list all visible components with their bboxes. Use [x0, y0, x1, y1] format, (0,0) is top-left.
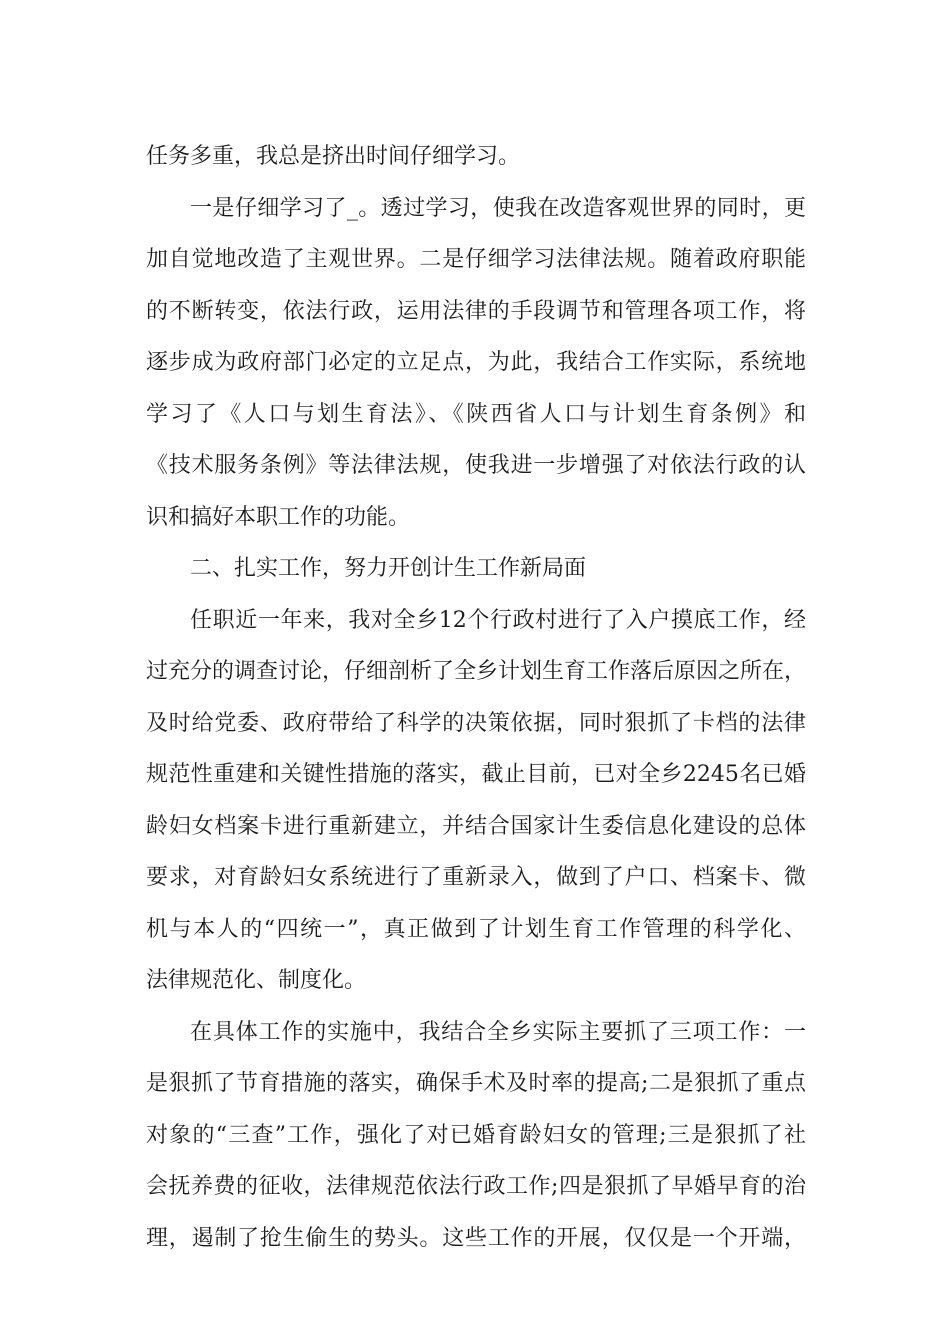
document-body	[146, 131, 806, 1264]
paragraph-line: 及时给党委、政府带给了科学的决策依据，同时狠抓了卡档的法律	[146, 710, 806, 736]
paragraph-line: 任职近一年来，我对全乡12个行政村进行了入户摸底工作，经	[190, 607, 806, 633]
paragraph-line: 逐步成为政府部门必定的立足点，为此，我结合工作实际，系统地	[146, 350, 806, 375]
paragraph-line: 加自觉地改造了主观世界。二是仔细学习法律法规。随着政府职能	[146, 247, 806, 272]
paragraph-line: 法律规范化、制度化。	[146, 968, 367, 993]
paragraph-line: 过充分的调查讨论，仔细剖析了全乡计划生育工作落后原因之所在，	[146, 659, 807, 684]
paragraph-line: 的不断转变，依法行政，运用法律的手段调节和管理各项工作，将	[146, 298, 806, 324]
paragraph-line: 学习了《人口与划生育法》、《陕西省人口与计划生育条例》和	[146, 401, 806, 427]
paragraph-line: 《技术服务条例》等法律法规，使我进一步增强了对依法行政的认	[146, 453, 806, 478]
paragraph-line: 会抚养费的征收，法律规范依法行政工作;四是狠抓了早婚早育的治	[146, 1174, 806, 1199]
paragraph-line: 任务多重，我总是挤出时间仔细学习。	[146, 144, 521, 169]
paragraph-line: 对象的“三查”工作，强化了对已婚育龄妇女的管理;三是狠抓了社	[146, 1122, 806, 1148]
paragraph-line: 规范性重建和关键性措施的落实，截止目前，已对全乡2245名已婚	[146, 762, 806, 787]
paragraph-line: 要求，对育龄妇女系统进行了重新录入，做到了户口、档案卡、微	[146, 865, 806, 890]
paragraph-line: 在具体工作的实施中，我结合全乡实际主要抓了三项工作：一	[190, 1019, 806, 1045]
paragraph-line: 龄妇女档案卡进行重新建立，并结合国家计生委信息化建设的总体	[146, 813, 806, 839]
section-heading: 二、扎实工作，努力开创计生工作新局面	[190, 556, 587, 581]
paragraph-line: 是狠抓了节育措施的落实，确保手术及时率的提高;二是狠抓了重点	[146, 1071, 806, 1096]
paragraph-line: 理，遏制了抢生偷生的势头。这些工作的开展，仅仅是一个开端，	[146, 1225, 806, 1251]
paragraph-line: 识和搞好本职工作的功能。	[146, 504, 411, 530]
paragraph-line: 机与本人的“四统一”，真正做到了计划生育工作管理的科学化、	[146, 916, 806, 942]
paragraph-line: 一是仔细学习了_。透过学习，使我在改造客观世界的同时，更	[190, 195, 806, 221]
